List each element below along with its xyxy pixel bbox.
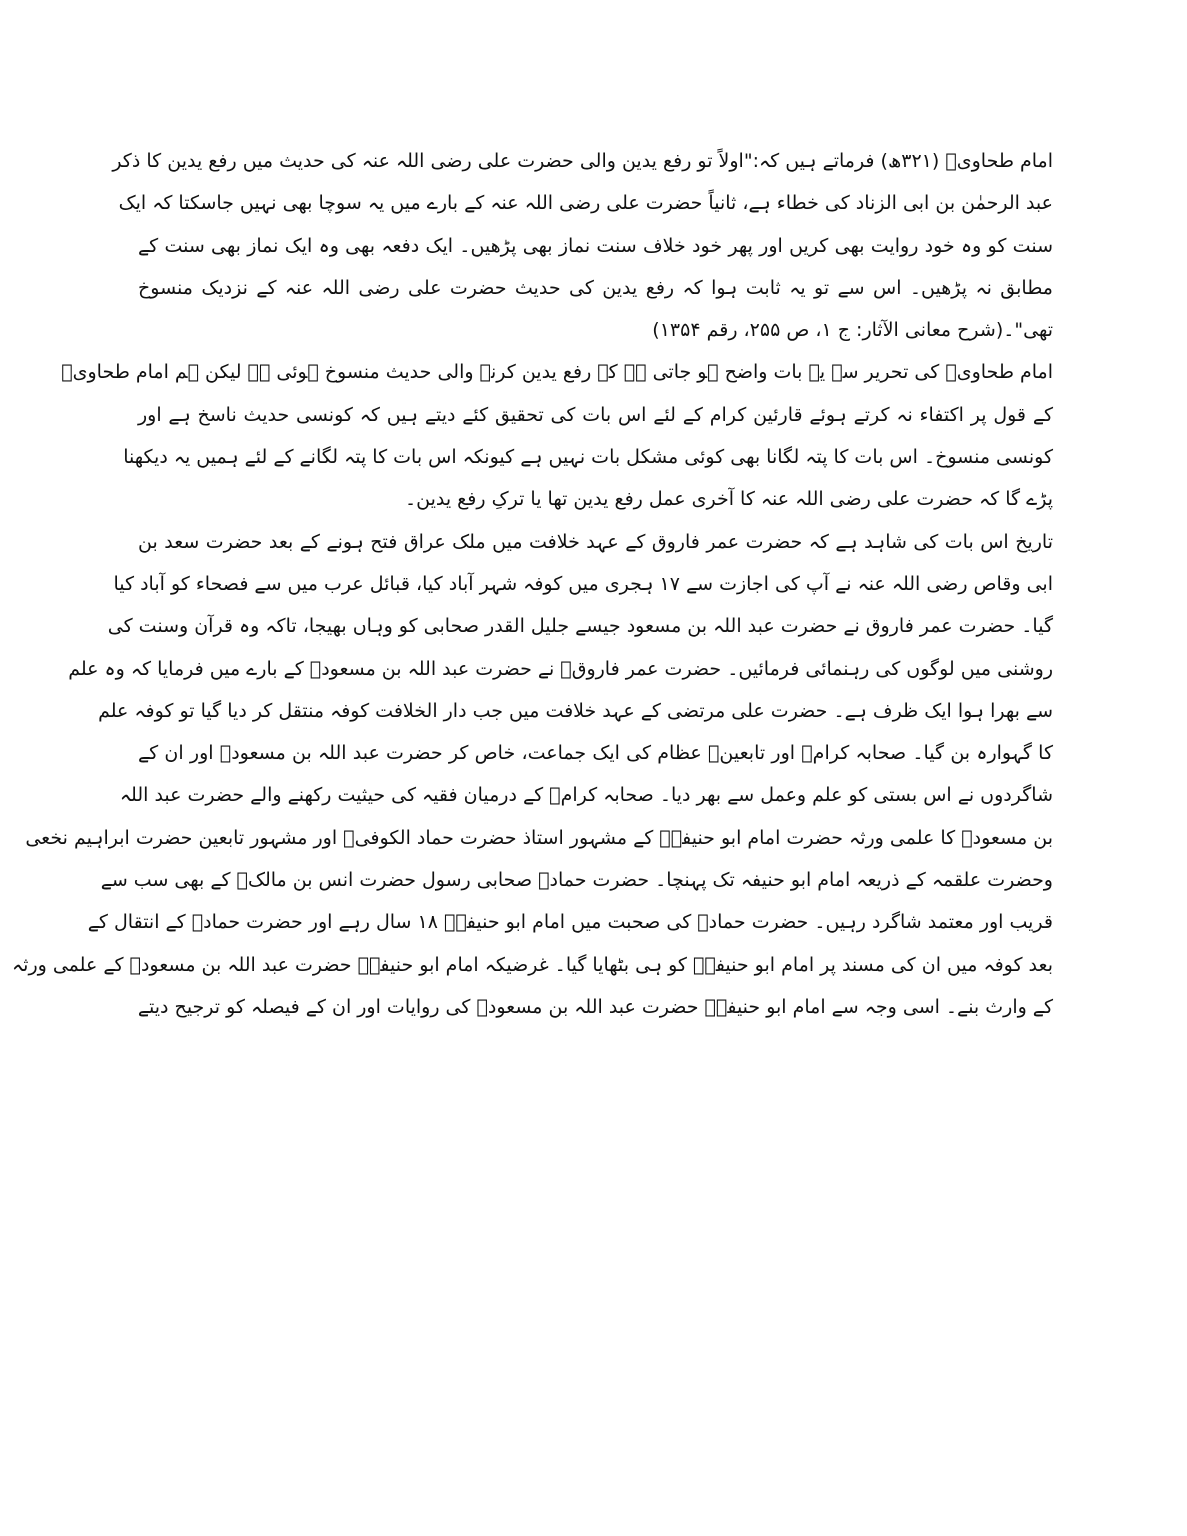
text-line: کونسی منسوخ۔ اس بات کا پتہ لگانا بھی کوئی مشکل بات نہیں ہے کیونکہ اس بات کا پتہ لگانے کے لئے ہمیں یہ دیکھنا (123, 446, 1053, 469)
urdu-text-body (12, 140, 1053, 1028)
text-line: پڑے گا کہ حضرت علی رضی اللہ عنہ کا آخری عمل رفع یدین تھا یا ترکِ رفع یدین۔ (405, 488, 1053, 511)
text-line: عبد الرحمٰن بن ابی الزناد کی خطاء ہے، ثانیاً حضرت علی رضی اللہ عنہ کے بارے میں یہ سوچا بھی نہیں جاسکتا کہ ایک (118, 192, 1053, 215)
text-line: شاگردوں نے اس بستی کو علم وعمل سے بھر دیا۔ صحابہ کرامؓ کے درمیان فقیہ کی حیثیت رکھنے والے حضرت عبد اللہ (119, 784, 1053, 807)
text-line: سے بھرا ہوا ایک ظرف ہے۔ حضرت علی مرتضی کے عہد خلافت میں جب دار الخلافت کوفہ منتقل کر دیا گیا تو کوفہ علم (98, 699, 1053, 722)
text-line: بن مسعودؓ کا علمی ورثہ حضرت امام ابو حنیفہؒ کے مشہور استاذ حضرت حماد الکوفیؒ اور مشہور تابعین حضرت ابراہیم نخعی (25, 826, 1053, 849)
text-line: کا گہوارہ بن گیا۔ صحابہ کرامؓ اور تابعینؒ عظام کی ایک جماعت، خاص کر حضرت عبد اللہ بن مسعودؓ اور ان کے (138, 742, 1053, 765)
text-line: بعد کوفہ میں ان کی مسند پر امام ابو حنیفہؒ کو ہی بٹھایا گیا۔ غرضیکہ امام ابو حنیفہؒ حضرت عبد اللہ بن مسعودؓ کے علمی ورثہ (12, 953, 1053, 976)
text-line: کے وارث بنے۔ اسی وجہ سے امام ابو حنیفہؒ حضرت عبد اللہ بن مسعودؓ کی روایات اور ان کے فیصلہ کو ترجیح دیتے (137, 995, 1053, 1018)
text-line: ابی وقاص رضی اللہ عنہ نے آپ کی اجازت سے ۱۷ ہجری میں کوفہ شہر آباد کیا، قبائل عرب میں سے فصحاء کو آباد کیا (113, 572, 1053, 595)
text-line: گیا۔ حضرت عمر فاروق نے حضرت عبد اللہ بن مسعود جیسے جلیل القدر صحابی کو وہاں بھیجا، تاکہ وہ قرآن وسنت کی (107, 615, 1053, 638)
text-line: تھی"۔(شرح معانی الآثار: ج ۱، ص ۲۵۵، رقم ۱۳۵۴) (652, 319, 1053, 342)
text-line: تاریخ اس بات کی شاہد ہے کہ حضرت عمر فاروق کے عہد خلافت میں ملک عراق فتح ہونے کے بعد حضرت سعد بن (138, 530, 1053, 553)
text-line: مطابق نہ پڑھیں۔ اس سے تو یہ ثابت ہوا کہ رفع یدین کی حدیث حضرت علی رضی اللہ عنہ کے نزدیک منسوخ (138, 276, 1053, 299)
text-line: قریب اور معتمد شاگرد رہیں۔ حضرت حمادؒ کی صحبت میں امام ابو حنیفہؒ ۱۸ سال رہے اور حضرت حمادؒ کے انتقال کے (87, 911, 1053, 934)
text-line: وحضرت علقمہ کے ذریعہ امام ابو حنیفہ تک پہنچا۔ حضرت حمادؒ صحابی رسول حضرت انس بن مالکؓ کے بھی سب سے (100, 869, 1053, 892)
text-line: کے قول پر اکتفاء نہ کرتے ہوئے قارئین کرام کے لئے اس بات کی تحقیق کئے دیتے ہیں کہ کونسی حدیث ناسخ ہے اور (138, 403, 1053, 426)
text-line: سنت کو وہ خود روایت بھی کریں اور پھر خود خلاف سنت نماز بھی پڑھیں۔ ایک دفعہ بھی وہ ایک نماز بھی سنت کے (138, 234, 1053, 257)
text-line: امام طحاویؒ (۳۲۱ھ) فرماتے ہیں کہ:"اولاً تو رفع یدین والی حضرت علی رضی اللہ عنہ کی حدیث میں رفع یدین کا ذکر (112, 150, 1053, 172)
text-line: امام طحاویؒ کی تحریر سے یہ بات واضح ہو جاتی ہے کہ رفع یدین کرنے والی حدیث منسوخ ہوئی ہے لیکن ہم امام طحاویؒ (61, 361, 1053, 384)
text-line: روشنی میں لوگوں کی رہنمائی فرمائیں۔ حضرت عمر فاروقؓ نے حضرت عبد اللہ بن مسعودؓ کے بارے میں فرمایا کہ وہ علم (68, 657, 1053, 680)
